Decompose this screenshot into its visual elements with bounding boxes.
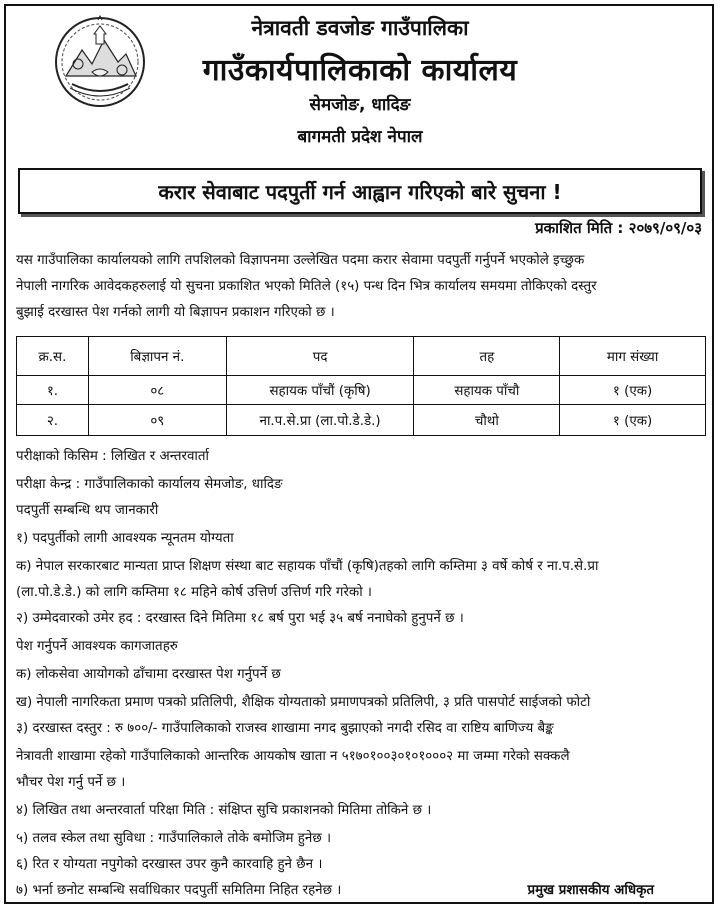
column-header: बिज्ञापन नं. [88,337,226,376]
table-cell: ०८ [88,376,226,405]
vacancy-table [16,336,706,436]
table-cell: ०९ [88,405,226,436]
fee-line: नेत्रावती शाखामा रहेको गाउँपालिकाको आन्तरिक आयकोष खाता न ५१७०१००३०१०१०००२ मा जम्मा गरेको सक्कलै [16,749,570,764]
published-date: प्रकाशित मिति : २०७९/०९/०३ [535,219,702,237]
fee-line: ३) दरखास्त दस्तुर : रु ७००/- गाउँपालिकाको राजस्व शाखामा नगद बुझाएको नगदी रसिद वा राष्टिय बाणिज्य बैङ्क [16,721,554,736]
exam-date-line: ४) लिखित तथा अन्तरवार्ता परिक्षा मिति : संक्षिप्त सुचि प्रकाशनको मितिमा तोकिने छ । [16,803,432,818]
table-cell: ना.प.से.प्रा (ला.पो.डे.डे.) [226,405,414,436]
table-cell: १. [17,376,89,405]
column-header: क्र.स. [17,337,89,376]
intro-line: बुझाई दरखास्त पेश गर्नको लागी यो बिज्ञापन प्रकाशन गरिएको छ । [16,305,335,320]
intro-line: नेपाली नागरिक आवेदकहरुलाई यो सुचना प्रकाशित भएको मितिले (१५) पन्ध दिन भित्र कार्यालय समयमा तोकिएको दस्तुर [16,279,597,294]
more-info-heading: पदपुर्ती सम्बन्धि थप जानकारी [16,503,159,518]
document-item: क) लोकसेवा आयोगको ढाँचामा दरखास्त पेश गर्नुपर्ने छ [16,667,281,682]
table-row [17,405,706,436]
signatory: प्रमुख प्रशासकीय अधिकृत [527,883,654,898]
intro-line: यस गाउँपालिका कार्यालयको लागि तपशिलको विज्ञापनमा उल्लेखित पदमा करार सेवामा पदपुर्ती गर्नुपर्ने भएकोले इच्छुक [16,253,585,268]
province-name: बागमती प्रदेश नेपाल [297,127,423,147]
notice-title: करार सेवाबाट पदपुर्ती गर्न आह्वान गरिएको बारे सुचना ! [18,168,702,214]
table-cell: २. [17,405,89,436]
fee-line: भौचर पेश गर्नु पर्ने छ । [16,775,126,790]
table-cell: १ (एक) [560,405,706,436]
column-header: पद [226,337,414,376]
column-header: माग संख्या [560,337,706,376]
authority-line: ७) भर्ना छनोट सम्बन्धि सर्वाधिकार पदपुर्ती समितिमा निहित रहनेछ । [16,883,342,898]
qualification-heading: १) पदपुर्तीको लागी आवश्यक न्यूनतम योग्यता [16,531,234,546]
age-limit: २) उम्मेदवारको उमेर हद : दरखास्त दिने मितिमा १८ बर्ष पुरा भई ३५ बर्ष ननाघेको हुनुपर्ने छ । [16,611,464,626]
qualification-line: (ला.पो.डे.डे.) को लागि कम्तिमा १८ महिने कोर्ष उत्तिर्ण उत्तिर्ण गरि गरेको । [16,585,373,600]
office-name: गाउँकार्यपालिकाको कार्यालय [202,53,518,88]
office-location: सेमजोङ, धादिङ [309,95,411,115]
salary-line: ५) तलव स्केल तथा सुविधा : गाउँपालिकाले तोके बमोजिम हुनेछ । [16,831,332,846]
rejection-line: ६) रित र योग्यता नपुगेको दरखास्त उपर कुनै कारवाहि हुने छैन । [16,857,323,872]
table-cell: १ (एक) [560,376,706,405]
table-row [17,376,706,405]
documents-heading: पेश गर्नुपर्ने आवश्यक कागजातहरु [16,639,178,654]
column-header: तह [414,337,560,376]
qualification-line: क) नेपाल सरकारबाट मान्यता प्राप्त शिक्षण संस्था बाट सहायक पाँचौं (कृषि)तहको लागि कम्तिमा ३ वर्षे कोर्ष र ना.प.से.प्रा [16,559,599,574]
table-cell: सहायक पाँचौ [414,376,560,405]
intro-paragraph [16,248,706,326]
exam-center: परीक्षा केन्द्र : गाउँपालिकाको कार्यालय सेमजोङ, धादिङ [16,477,283,492]
table-cell: चौथो [414,405,560,436]
document-item: ख) नेपाली नागरिकता प्रमाण पत्रको प्रतिलिपी, शैक्षिक योग्यताको प्रमाणपत्रको प्रतिलिपी, ३ प्रति पासपोर्ट साईजको फोटो [16,695,591,710]
table-cell: सहायक पाँचौं (कृषि) [226,376,414,405]
table-header-row [17,337,706,376]
municipality-name: नेत्रावती डवजोङ गाउँपालिका [251,16,469,40]
exam-type: परीक्षाको किसिम : लिखित र अन्तरवार्ता [16,449,210,464]
